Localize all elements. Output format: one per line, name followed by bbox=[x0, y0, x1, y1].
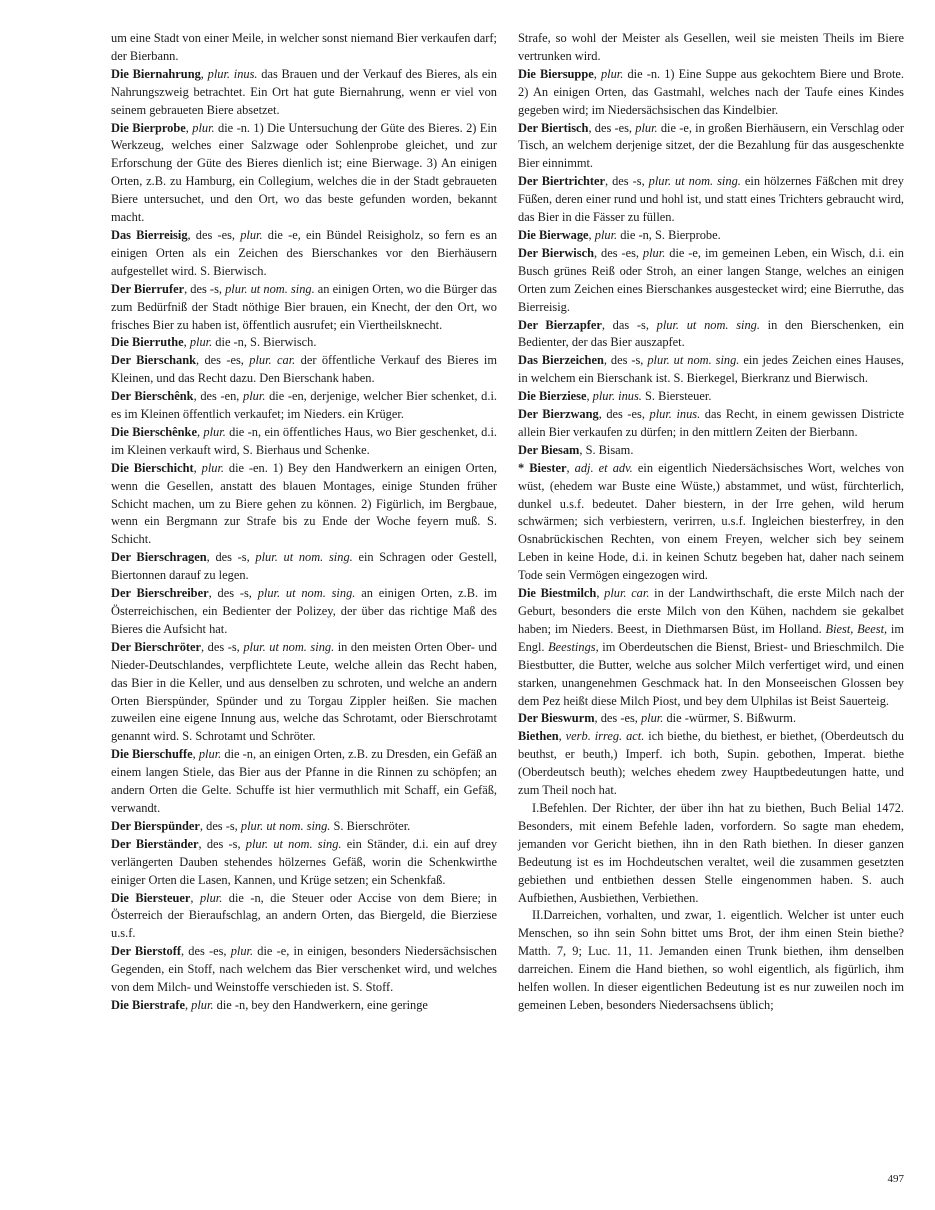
entry-body: , plur. die -n, ein öffentliches Haus, wo Bier geschenket, d.i. im Kleinen verkauft wird, S. Bierhaus und Schenke. bbox=[111, 424, 497, 457]
entry-body: , plur. die -n. 1) Die Untersuchung der Güte des Bieres. 2) Ein Werkzeug, welches einer Salzwage oder Sohlenprobe gleichet, und zur Erforschung der Güte des Bieres dienlich ist; eine Bierwage. 3) An einigen Orten, z.B. zu Hamburg, ein Collegium, welches die in der Stadt gebraueten Biere untersuchet, und den Ort, wo das beste gefunden worden, bekannt macht. bbox=[111, 120, 497, 225]
entry-headword: Der Bierschênk bbox=[111, 389, 194, 404]
entry-body: , plur. car. in der Landwirthschaft, die erste Milch nach der Geburt, besonders die erste Milch von den Kühen, nachdem sie gekalbet haben; im Nieders. Beest, in Diethmarsen Büst, im Holland. Biest, Beest, im Engl. Beestings, im Oberdeutschen die Bienst, Briest- und Brieschmilch. Die Biestbutter, die Butter, welche aus solcher Milch verfertiget wird, und einen starken, unangenehmen Geschmack hat. In den Monseeischen Glossen bey dem Pez heißt diese Milch Piost, und bey dem Ulphilas ist Beist Sauerteig. bbox=[518, 586, 905, 708]
entry-headword: Der Bierschreiber bbox=[111, 586, 209, 601]
dictionary-entry bbox=[518, 352, 904, 388]
entry-body: , des -en, plur. die -en, derjenige, welcher Bier schenket, d.i. es im Kleinen öffentlich verkaufet; im Nieders. ein Krüger. bbox=[111, 389, 498, 422]
entry-headword: Das Bierreisig bbox=[111, 227, 188, 242]
dictionary-entry bbox=[111, 639, 497, 746]
entry-headword: Der Biertrichter bbox=[518, 174, 606, 189]
dictionary-entry bbox=[111, 460, 497, 550]
entry-headword: Der Biertisch bbox=[518, 120, 589, 135]
entry-body: I.Befehlen. Der Richter, der über ihn hat zu biethen, Buch Belial 1472. Besonders, mit einem Befehle laden, vorfordern. So sagte man ehedem, jemanden vor Gericht biethen, ihn in den Rath biethen. In dieser ganzen Bedeutung ist es im Hochdeutschen veraltet, weil die zusammen gesetzten gebiethen und entbiethen dessen Stelle eingenommen haben. S. auch Aufbiethen, Ausbiethen, Verbiethen. bbox=[518, 800, 904, 905]
entry-headword: Der Bierschank bbox=[111, 353, 196, 368]
entry-headword: Die Bierziese bbox=[518, 389, 587, 404]
dictionary-entry bbox=[111, 585, 497, 639]
entry-body: , das -s, plur. ut nom. sing. in den Bierschenken, ein Bedienter, der das Bier auszapfet. bbox=[518, 317, 904, 350]
entry-headword: Die Biestmilch bbox=[518, 586, 597, 601]
dictionary-entry bbox=[518, 30, 904, 66]
entry-body: , des -s, plur. ut nom. sing. ein Schragen oder Gestell, Biertonnen darauf zu legen. bbox=[111, 550, 498, 583]
dictionary-entry bbox=[518, 245, 904, 317]
entry-body: , des -es, plur. die -e, in einigen, besonders Niedersächsischen Gegenden, ein Stoff, nach welchem das Bier verschenket wird, und welches von dem Milch- und Weinstoffe verschieden ist. S. Stoff. bbox=[111, 944, 497, 995]
dictionary-entry bbox=[518, 710, 904, 728]
dictionary-entry bbox=[111, 549, 497, 585]
entry-body: , plur. die -n. 1) Eine Suppe aus gekochtem Biere und Brote. 2) An einigen Orten, das Gastmahl, welches nach der Taufe eines Kindes gegeben wird; im Niedersächsischen das Kindelbier. bbox=[518, 66, 904, 117]
entry-body: , plur. inus. das Brauen und der Verkauf des Bieres, als ein Nahrungszweig betrachtet. Ein Ort hat gute Biernahrung, wenn er viel von seinem gebraueten Biere absetzet. bbox=[111, 66, 498, 117]
entry-headword: Die Biernahrung bbox=[111, 66, 201, 81]
entry-headword: Der Bierzapfer bbox=[518, 317, 602, 332]
dictionary-entry bbox=[111, 388, 497, 424]
dictionary-entry bbox=[518, 907, 904, 1014]
dictionary-entry bbox=[518, 120, 904, 174]
dictionary-entry bbox=[111, 120, 497, 227]
dictionary-entry bbox=[518, 800, 904, 907]
entry-headword: Der Bierzwang bbox=[518, 407, 599, 422]
entry-headword: Das Bierzeichen bbox=[518, 353, 604, 368]
entry-body: , plur. inus. S. Biersteuer. bbox=[586, 389, 712, 404]
entry-body: , verb. irreg. act. ich biethe, du biethest, er biethet, (Oberdeutsch du beuthst, er beuth,) Imperf. ich both, Supin. gebothen, Imperat. biethe (Oberdeutsch beuth); welches ehedem zwey Hauptbedeutungen hatte, und zum Theil noch hat. bbox=[518, 729, 904, 798]
page-number: 497 bbox=[887, 1173, 904, 1185]
dictionary-entry bbox=[111, 66, 497, 120]
entry-headword: Die Biersuppe bbox=[518, 66, 594, 81]
dictionary-entry bbox=[518, 388, 904, 406]
dictionary-entry bbox=[518, 728, 904, 800]
entry-headword: Die Biersteuer bbox=[111, 890, 191, 905]
entry-headword: Der Bierschragen bbox=[111, 550, 207, 565]
entry-headword: Die Bierschicht bbox=[111, 460, 194, 475]
entry-body: , des -es, plur. die -würmer, S. Bißwurm. bbox=[594, 711, 797, 726]
entry-body: , des -s, plur. ut nom. sing. in den meisten Orten Ober- und Nieder-Deutschlandes, verpflichtete Leute, welche allein das Recht haben, das Bier in die Keller, und aus denselben zu schroten, und welche an andern Orten Bierspünder, Spünder und zu Torgau Zippler heißen. Sie machen zuweilen eine eigene Innung aus, welche das Schrotamt, oder Bierschrotamt genannt wird. S. Schrotamt und Schröter. bbox=[111, 639, 497, 744]
entry-body: , des -es, plur. die -e, ein Bündel Reisigholz, so fern es an einigen Orten als ein Zeichen des Bierschankes vor den Bierhäusern aufgestellet wird. S. Bierwisch. bbox=[111, 227, 498, 278]
entry-headword: * Biester bbox=[518, 460, 567, 475]
dictionary-entry bbox=[518, 460, 904, 585]
entry-headword: Die Bierschuffe bbox=[111, 747, 193, 762]
dictionary-entry bbox=[518, 66, 904, 120]
dictionary-entry bbox=[111, 334, 497, 352]
entry-body: , des -s, plur. ut nom. sing. an einigen Orten, wo die Bürger das zum Bedürfniß der Stadt nöthige Bier brauen, ein Knecht, der den Ort, wo frisches Bier zu haben ist, öffentlich ausrufet; ein Viertheilsknecht. bbox=[111, 281, 497, 332]
entry-body: , adj. et adv. ein eigentlich Niedersächsisches Wort, welches von wüst, (ehedem war Buste eine Wüste,) abstammet, und wüst, fürchterlich, dunkel u.s.f. bedeutet. Daher biestern, in der Irre gehen, wild herum schwärmen; sich verbiestern, verirren, u.s.f. Ingleichen biesterfrey, in den Osnabrückischen Rechten, von einem Freyen, welcher sich bey seinem Leben in keine Hode, d.i. in keinen Schutz begeben hat, daher nach seinem Tode sein Vermögen eingezogen wird. bbox=[518, 460, 905, 583]
dictionary-entry bbox=[111, 943, 497, 997]
entry-body: , plur. die -en. 1) Bey den Handwerkern an einigen Orten, wenn die Gesellen, anstatt des blauen Montages, einige Stunden früher Schicht machen, um zu Biere gehen zu können. 2) Figürlich, im Bergbaue, wenn ein Bergmann zur Strafe bis zu Ende der Woche feyern muß. S. Schicht. bbox=[111, 460, 497, 547]
entry-body: , des -es, plur. car. der öffentliche Verkauf des Bieres im Kleinen, und das Recht dazu. Den Bierschank haben. bbox=[111, 353, 498, 386]
entry-body: , des -s, plur. ut nom. sing. ein hölzernes Fäßchen mit drey Füßen, deren einer rund und hohl ist, und statt eines Trichters gebraucht wird, das Bier in die Fässer zu füllen. bbox=[518, 174, 904, 225]
entry-headword: Die Bierwage bbox=[518, 227, 589, 242]
dictionary-entry bbox=[518, 442, 904, 460]
entry-headword: Der Biesam bbox=[518, 442, 580, 457]
entry-body: , des -s, plur. ut nom. sing. an einigen Orten, z.B. im Österreichischen, ein Bedienter der Polizey, der über das richtige Maß des Bieres die Aufsicht hat. bbox=[111, 586, 497, 636]
dictionary-entry bbox=[111, 227, 497, 281]
entry-headword: Der Bierständer bbox=[111, 836, 199, 851]
entry-body: , des -s, plur. ut nom. sing. S. Bierschröter. bbox=[199, 818, 411, 833]
entry-headword: Der Bierwisch bbox=[518, 245, 594, 260]
dictionary-entry bbox=[111, 746, 497, 818]
dictionary-entry bbox=[518, 227, 904, 245]
entry-headword: Die Bierschênke bbox=[111, 424, 197, 439]
dictionary-entry bbox=[111, 352, 497, 388]
dictionary-entry bbox=[518, 317, 904, 353]
entry-body: , plur. die -n, S. Bierprobe. bbox=[588, 227, 721, 242]
entry-headword: Die Bierstrafe bbox=[111, 997, 185, 1012]
dictionary-entry bbox=[111, 836, 497, 890]
entry-headword: Biethen bbox=[518, 729, 559, 744]
entry-headword: Die Bierruthe bbox=[111, 335, 184, 350]
dictionary-entry bbox=[518, 585, 904, 710]
entry-body: , des -s, plur. ut nom. sing. ein jedes Zeichen eines Hauses, in welchem ein Bierschank ist. S. Bierkegel, Bierkranz und Bierwisch. bbox=[518, 353, 905, 386]
dictionary-entry bbox=[111, 890, 497, 944]
entry-headword: Der Bierrufer bbox=[111, 281, 185, 296]
dictionary-entry bbox=[111, 997, 497, 1015]
entry-headword: Der Bierstoff bbox=[111, 944, 182, 959]
dictionary-entry bbox=[111, 424, 497, 460]
entry-headword: Der Bierspünder bbox=[111, 818, 200, 833]
dictionary-entry bbox=[111, 818, 497, 836]
left-column bbox=[111, 30, 497, 1015]
entry-headword: Der Bieswurm bbox=[518, 711, 595, 726]
entry-body: , des -es, plur. die -e, in großen Bierhäusern, ein Verschlag oder Tisch, an welchem derjenige sitzet, der die Bezahlung für das ausgeschenkte Bier einnimmt. bbox=[518, 120, 905, 171]
entry-headword: Die Bierprobe bbox=[111, 120, 186, 135]
dictionary-entry bbox=[111, 281, 497, 335]
entry-body: II.Darreichen, vorhalten, und zwar, 1. eigentlich. Welcher ist unter euch Menschen, so ihn sein Sohn bittet ums Brot, der ihm einen Stein biethe? Matth. 7, 9; Luc. 11, 11. Jemanden einen Trunk biethen, ihm denselben darreichen. Einem die Hand biethen, so wohl eigentlich, als figürlich, ihm helfen wollen. In dieser eigentlichen Bedeutung ist es nur zuweilen noch im gemeinen Leben, besonders Niedersachsens üblich; bbox=[518, 908, 904, 1012]
entry-body: , plur. die -n, bey den Handwerkern, eine geringe bbox=[184, 997, 428, 1012]
entry-body: , plur. die -n, die Steuer oder Accise von dem Biere; in Österreich der Bieraufschlag, an andern Orten, das Biergeld, die Bierziese u.s.f. bbox=[111, 890, 497, 941]
entry-body: , plur. die -n, an einigen Orten, z.B. zu Dresden, ein Gefäß an einem langen Stiele, das Bier aus der Pfanne in die Rinnen zu schöpfen; an andern Orten die Gelte. Schuffe ist hier vermuthlich mit Schaff, ein Gefäß, verwandt. bbox=[111, 747, 497, 815]
dictionary-entry bbox=[518, 406, 904, 442]
entry-headword: Der Bierschröter bbox=[111, 639, 202, 654]
dictionary-entry bbox=[111, 30, 497, 66]
entry-body: , des -es, plur. inus. das Recht, in einem gewissen Districte allein Bier verkaufen zu dürfen; in den mittlern Zeiten der Bierbann. bbox=[518, 407, 905, 439]
entry-body: , des -s, plur. ut nom. sing. ein Ständer, d.i. ein auf drey verlängerten Dauben stehendes hölzernes Gefäß, worin die Schenkwirthe einiger Orten die Lasen, Kannen, und Krüge setzen; ein Schenkfaß. bbox=[111, 836, 498, 887]
right-column bbox=[518, 30, 904, 1015]
entry-body: , plur. die -n, S. Bierwisch. bbox=[183, 335, 317, 350]
entry-body: , des -es, plur. die -e, im gemeinen Leben, ein Wisch, d.i. ein Busch grünes Reiß oder Stroh, an einer langen Stange, welches an einigen Orten zum Zeichen eines Bierschankes ausgestecket wird; eine Bierruthe, das Bierreisig. bbox=[518, 245, 904, 314]
dictionary-entry bbox=[518, 173, 904, 227]
entry-body: um eine Stadt von einer Meile, in welcher sonst niemand Bier verkaufen darf; der Bierbann. bbox=[111, 31, 497, 63]
entry-body: Strafe, so wohl der Meister als Gesellen, weil sie meisten Theils im Biere vertrunken wird. bbox=[518, 31, 904, 63]
entry-body: , S. Bisam. bbox=[579, 442, 634, 457]
